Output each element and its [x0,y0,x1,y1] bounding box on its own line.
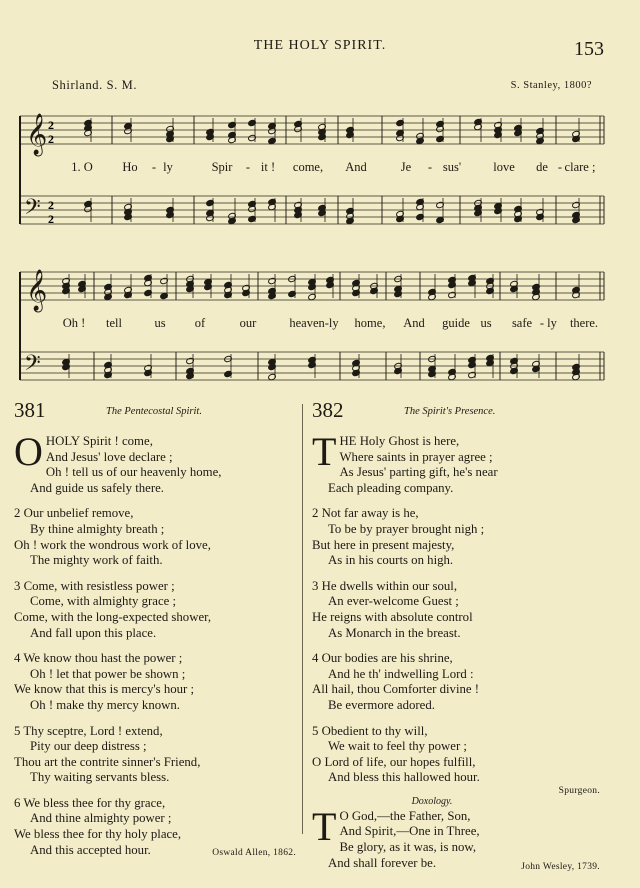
verse-line: And Spirit,—One in Three, [339,824,480,839]
verse-line: 5 Thy sceptre, Lord ! extend, [14,723,163,738]
verse-line: Thou art the contrite sinner's Friend, [14,754,201,769]
lyric-line-1 [60,160,600,178]
lyric-syllable: Ho [122,160,138,174]
lyric-syllable: our [239,316,257,330]
verse-line: As Jesus' parting gift, he's near [339,465,498,480]
lyric-line-2 [52,316,600,334]
lyric-syllable: 1. O [71,160,93,174]
verse-line: Oh ! tell us of our heavenly home, [45,465,222,480]
doxology-author: John Wesley, 1739. [521,861,600,872]
hymn-number: 382 [312,398,344,422]
verse-line: Thy waiting servants bless. [30,770,170,785]
hymn-author: Spurgeon. [558,785,600,796]
lyric-syllable: it ! [260,160,276,174]
music-score [0,0,640,400]
doxology-stanza [312,803,612,872]
verse-line: The mighty work of faith. [30,553,163,568]
verse-line: And Jesus' love declare ; [45,449,173,464]
hymn-number: 381 [14,398,46,422]
verse-line: Come, with the long-expected shower, [14,609,212,624]
verse-line: We know that this is mercy's hour ; [14,682,195,697]
page-number: 153 [574,38,604,60]
lyric-syllable: come, [292,160,324,174]
verse-line: 2 Our unbelief remove, [14,506,134,521]
tune-composer: S. Stanley, 1800? [510,80,592,91]
verse-line: 4 We know thou hast the power ; [14,651,183,666]
verse-line: Be glory, as it was, is now, [339,840,477,855]
verse-line-text: And shall forever be. [328,855,437,870]
verse-line: Come, with almighty grace ; [30,594,177,609]
verse-line: And he th' indwelling Lord : [328,666,474,681]
time-signature: 2 [48,212,54,226]
stanza [312,724,612,786]
verse-line: By thine almighty breath ; [30,521,165,536]
verse-line: All hail, thou Comforter divine ! [312,682,480,697]
verse-line: To be by prayer brought nigh ; [328,521,485,536]
time-signature: 2 [48,132,54,146]
verse-line: Oh ! let that power be shown ; [30,666,186,681]
verse-line: We wait to feel thy power ; [328,739,467,754]
lyric-syllable: - [427,160,433,174]
lyric-syllable: of [194,316,206,330]
stanza [14,724,296,786]
lyric-syllable: And [345,160,367,174]
stanza [14,506,296,568]
lyric-syllable: - [151,160,157,174]
verse-line: Where saints in prayer agree ; [339,449,493,464]
lyric-syllable: And [403,316,425,330]
stanza [312,651,612,713]
verse-line: As Monarch in the breast. [328,625,461,640]
lyric-syllable: Spir [211,160,233,174]
lyric-syllable: sus' [442,160,462,174]
hymn-381 [14,398,296,858]
verse-line: Oh ! make thy mercy known. [30,697,180,712]
lyric-syllable: Je [400,160,412,174]
lyric-syllable: us [154,316,166,330]
verse-line: As in his courts on high. [328,553,454,568]
running-head: THE HOLY SPIRIT. [253,38,387,53]
lyric-syllable: there. [569,316,599,330]
verse-line: Oh ! work the wondrous work of love, [14,537,211,552]
verse-line: And fall upon this place. [30,625,157,640]
stanza [312,429,612,496]
verse-line: He reigns with absolute control [312,609,473,624]
lyric-syllable: - [245,160,251,174]
lyric-syllable: Oh ! [62,316,86,330]
verse-line-text: And this accepted hour. [30,842,151,857]
stanza [312,506,612,568]
verse-line: O God,—the Father, Son, [339,808,471,823]
verse-line: O Lord of life, our hopes fulfill, [312,754,476,769]
hymn-382 [312,398,612,872]
lyric-syllable: us [480,316,492,330]
verse-line: Be evermore adored. [328,697,435,712]
drop-cap: T [312,429,337,474]
lyric-syllable: home, [354,316,386,330]
lyric-syllable: de [536,160,548,174]
verse-line: 3 He dwells within our soul, [312,578,458,593]
verse-line: 4 Our bodies are his shrine, [312,651,453,666]
verse-line: HOLY Spirit ! come, [45,434,153,448]
treble-clef: 𝄞 [26,114,48,155]
lyric-syllable: tell [106,316,122,330]
verse-line: 6 We bless thee for thy grace, [14,795,166,810]
stanza [14,651,296,713]
lyric-syllable: heaven-ly [289,316,339,330]
lyric-syllable: clare ; [564,160,596,174]
treble-clef: 𝄞 [26,270,48,311]
doxology-title: Doxology. [411,795,453,807]
tune-name: Shirland. S. M. [52,78,138,92]
verse-line: 5 Obedient to thy will, [312,723,428,738]
lyric-syllable: - [539,316,545,330]
column-divider [302,404,303,834]
verse-line: But here in present majesty, [312,537,455,552]
stanza [14,796,296,858]
hymn-author: Oswald Allen, 1862. [212,847,296,858]
lyric-syllable: guide [442,316,470,330]
verse-line: Each pleading company. [328,480,454,495]
verse-line: We bless thee for thy holy place, [14,827,182,842]
verse-line: And bless this hallowed hour. [328,770,480,785]
stanza [14,429,296,496]
time-signature: 2 [48,198,54,212]
time-signature: 2 [48,118,54,132]
drop-cap: O [14,429,43,474]
bass-clef: 𝄢 [24,351,41,381]
hymn-title: The Pentecostal Spirit. [106,406,202,417]
verse-line: HE Holy Ghost is here, [339,434,460,448]
verse-line: 2 Not far away is he, [312,506,419,521]
lyric-syllable: safe [511,316,533,330]
verse-line [14,843,296,859]
verse-line [312,856,612,872]
lyric-syllable: love [493,160,515,174]
lyric-syllable: ly [547,316,557,330]
drop-cap: T [312,803,337,849]
verse-line: Pity our deep distress ; [30,739,147,754]
stanza [312,579,612,641]
verse-line: 3 Come, with resistless power ; [14,578,175,593]
hymn-title: The Spirit's Presence. [404,406,496,417]
stanza [14,579,296,641]
verse-line: And thine almighty power ; [30,811,172,826]
bass-clef: 𝄢 [24,195,41,225]
lyric-syllable: - [557,160,563,174]
verse-line: An ever-welcome Guest ; [328,594,459,609]
lyric-syllable: ly [163,160,173,174]
verse-line: And guide us safely there. [30,480,164,495]
